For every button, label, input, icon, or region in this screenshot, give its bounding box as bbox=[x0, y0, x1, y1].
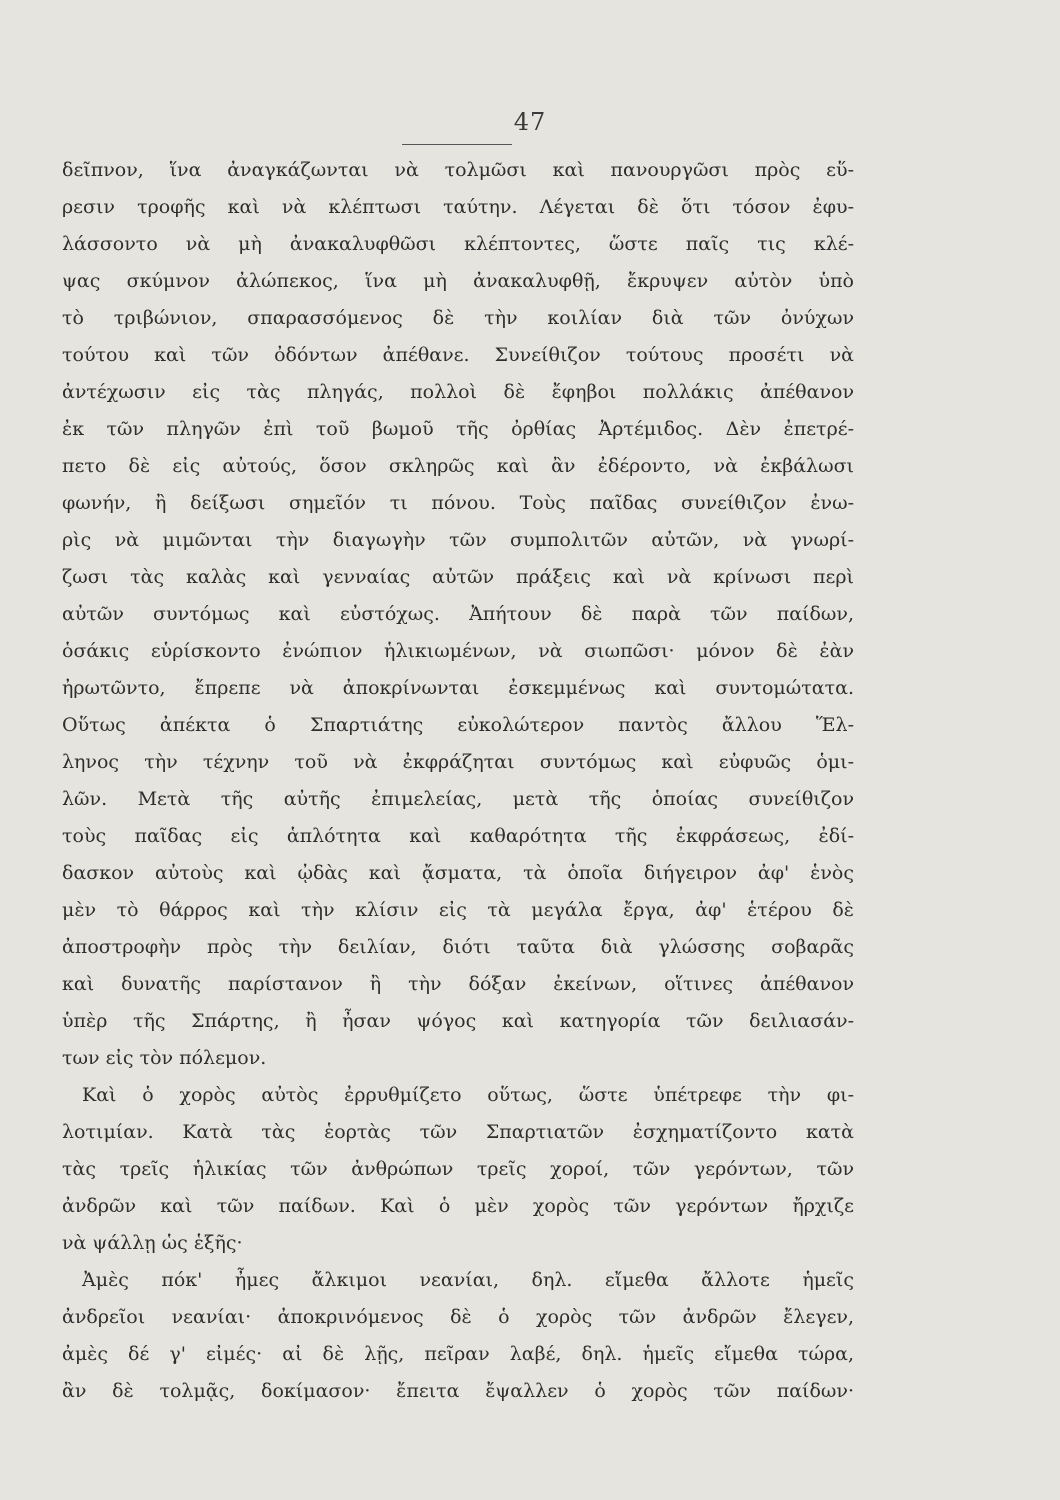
text-line: των εἰς τὸν πόλεμον. bbox=[62, 1047, 267, 1069]
text-line: Ἀμὲς πόκ' ἦμες ἄλκιμοι νεανίαι, δηλ. εἴμεθα ἄλλοτε ἡμεῖς bbox=[82, 1269, 854, 1291]
text-line: λοτιμίαν. Κατὰ τὰς ἑορτὰς τῶν Σπαρτιατῶν ἐσχηματίζοντο κατὰ bbox=[62, 1121, 854, 1143]
text-line: ἠρωτῶντο, ἔπρεπε νὰ ἀποκρίνωνται ἐσκεμμένως καὶ συντομώτατα. bbox=[62, 677, 854, 699]
text-line: λάσσοντο νὰ μὴ ἀνακαλυφθῶσι κλέπτοντες, ὥστε παῖς τις κλέ- bbox=[62, 233, 854, 255]
text-line: νὰ ψάλλῃ ὡς ἑξῆς· bbox=[62, 1232, 243, 1254]
text-line: ρὶς νὰ μιμῶνται τὴν διαγωγὴν τῶν συμπολιτῶν αὐτῶν, νὰ γνωρί- bbox=[62, 529, 854, 551]
text-line: ὁσάκις εὑρίσκοντο ἐνώπιον ἡλικιωμένων, νὰ σιωπῶσι· μόνον δὲ ἐὰν bbox=[62, 640, 854, 662]
text-line: καὶ δυνατῆς παρίστανον ἢ τὴν δόξαν ἐκείνων, οἵτινες ἀπέθανον bbox=[62, 973, 854, 995]
text-line: ἀνδρῶν καὶ τῶν παίδων. Καὶ ὁ μὲν χορὸς τῶν γερόντων ἤρχιζε bbox=[62, 1195, 854, 1217]
text-line: μὲν τὸ θάρρος καὶ τὴν κλίσιν εἰς τὰ μεγάλα ἔργα, ἀφ' ἑτέρου δὲ bbox=[62, 899, 854, 921]
text-line: ληνος τὴν τέχνην τοῦ νὰ ἐκφράζηται συντόμως καὶ εὐφυῶς ὁμι- bbox=[62, 751, 854, 773]
text-line: αὐτῶν συντόμως καὶ εὐστόχως. Ἀπήτουν δὲ παρὰ τῶν παίδων, bbox=[62, 603, 854, 625]
text-line: ἀποστροφὴν πρὸς τὴν δειλίαν, διότι ταῦτα διὰ γλώσσης σοβαρᾶς bbox=[62, 936, 854, 958]
body-text bbox=[62, 152, 854, 1410]
page-number: 47 bbox=[513, 108, 547, 136]
text-line: ἐκ τῶν πληγῶν ἐπὶ τοῦ βωμοῦ τῆς ὀρθίας Ἀρτέμιδος. Δὲν ἐπετρέ- bbox=[62, 418, 854, 440]
text-line: ἀντέχωσιν εἰς τὰς πληγάς, πολλοὶ δὲ ἔφηβοι πολλάκις ἀπέθανον bbox=[62, 381, 854, 403]
text-line: τοὺς παῖδας εἰς ἁπλότητα καὶ καθαρότητα τῆς ἐκφράσεως, ἐδί- bbox=[62, 825, 854, 847]
text-line: ὑπὲρ τῆς Σπάρτης, ἢ ἦσαν ψόγος καὶ κατηγορία τῶν δειλιασάν- bbox=[62, 1010, 854, 1032]
text-line: ἀνδρεῖοι νεανίαι· ἀποκρινόμενος δὲ ὁ χορὸς τῶν ἀνδρῶν ἔλεγεν, bbox=[62, 1306, 854, 1328]
text-line: ζωσι τὰς καλὰς καὶ γενναίας αὐτῶν πράξεις καὶ νὰ κρίνωσι περὶ bbox=[62, 566, 854, 588]
text-line: ἀμὲς δέ γ' εἰμές· αἰ δὲ λῇς, πεῖραν λαβέ, δηλ. ἡμεῖς εἴμεθα τώρα, bbox=[62, 1343, 854, 1365]
text-line: ἂν δὲ τολμᾷς, δοκίμασον· ἔπειτα ἔψαλλεν ὁ χορὸς τῶν παίδων· bbox=[62, 1380, 854, 1402]
text-line: λῶν. Μετὰ τῆς αὐτῆς ἐπιμελείας, μετὰ τῆς ὁποίας συνείθιζον bbox=[62, 788, 854, 810]
text-line: Οὕτως ἀπέκτα ὁ Σπαρτιάτης εὐκολώτερον παντὸς ἄλλου Ἕλ- bbox=[62, 714, 854, 736]
text-line: πετο δὲ εἰς αὐτούς, ὅσον σκληρῶς καὶ ἂν ἐδέροντο, νὰ ἐκβάλωσι bbox=[62, 455, 854, 477]
text-line: φωνήν, ἢ δείξωσι σημεῖόν τι πόνου. Τοὺς παῖδας συνείθιζον ἐνω- bbox=[62, 492, 854, 514]
text-line: τούτου καὶ τῶν ὀδόντων ἀπέθανε. Συνείθιζον τούτους προσέτι νὰ bbox=[62, 344, 854, 366]
text-line: δεῖπνον, ἵνα ἀναγκάζωνται νὰ τολμῶσι καὶ πανουργῶσι πρὸς εὕ- bbox=[62, 159, 854, 181]
text-line: ρεσιν τροφῆς καὶ νὰ κλέπτωσι ταύτην. Λέγεται δὲ ὅτι τόσον ἐφυ- bbox=[62, 196, 854, 218]
header-rule bbox=[402, 144, 512, 145]
text-line: δασκον αὐτοὺς καὶ ᾠδὰς καὶ ᾄσματα, τὰ ὁποῖα διήγειρον ἀφ' ἑνὸς bbox=[62, 862, 854, 884]
text-line: ψας σκύμνον ἀλώπεκος, ἵνα μὴ ἀνακαλυφθῇ, ἔκρυψεν αὐτὸν ὑπὸ bbox=[62, 270, 854, 292]
text-line: τὸ τριβώνιον, σπαρασσόμενος δὲ τὴν κοιλίαν διὰ τῶν ὀνύχων bbox=[62, 307, 854, 329]
text-line: τὰς τρεῖς ἡλικίας τῶν ἀνθρώπων τρεῖς χοροί, τῶν γερόντων, τῶν bbox=[62, 1158, 854, 1180]
text-line: Καὶ ὁ χορὸς αὐτὸς ἐρρυθμίζετο οὕτως, ὥστε ὑπέτρεφε τὴν φι- bbox=[82, 1084, 854, 1106]
